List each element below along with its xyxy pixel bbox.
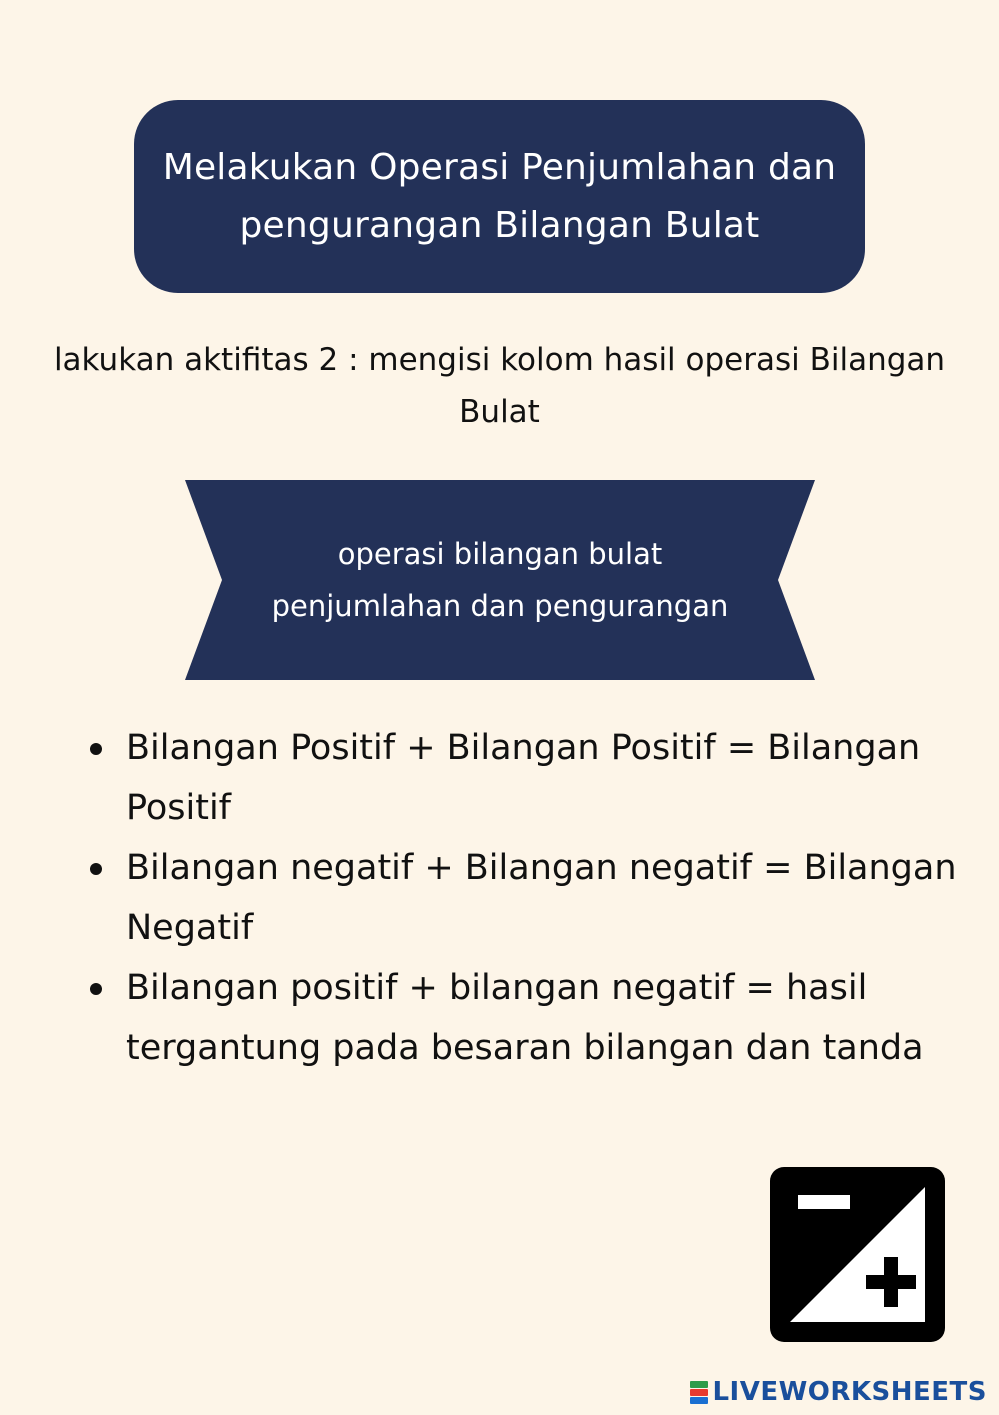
logo-text: LIVEWORKSHEETS [712, 1377, 987, 1407]
rule-text: Bilangan negatif + Bilangan negatif = Bilangan Negatif [126, 848, 957, 948]
list-item [86, 718, 981, 838]
exposure-plus-minus-icon [770, 1167, 945, 1346]
bullet-icon [90, 863, 102, 875]
title-line-2: pengurangan Bilangan Bulat [239, 204, 760, 246]
instruction-text [20, 334, 979, 438]
title-line-1: Melakukan Operasi Penjumlahan dan [162, 146, 837, 188]
rule-text: Bilangan Positif + Bilangan Positif = Bilangan Positif [126, 728, 921, 828]
liveworksheets-logo-icon [690, 1381, 708, 1404]
list-item [86, 838, 981, 958]
ribbon-banner [185, 480, 815, 680]
list-item [86, 958, 981, 1078]
rules-list [86, 718, 981, 1078]
instruction-line-2: Bulat [459, 394, 540, 430]
bullet-icon [90, 983, 102, 995]
bullet-icon [90, 743, 102, 755]
banner-line-2: penjumlahan dan pengurangan [271, 589, 729, 623]
liveworksheets-logo [690, 1377, 987, 1407]
banner-line-1: operasi bilangan bulat [337, 537, 663, 571]
title-box [134, 100, 865, 293]
rule-text: Bilangan positif + bilangan negatif = hasil tergantung pada besaran bilangan dan tanda [126, 968, 924, 1068]
instruction-line-1: lakukan aktifitas 2 : mengisi kolom hasil operasi Bilangan [53, 342, 946, 378]
